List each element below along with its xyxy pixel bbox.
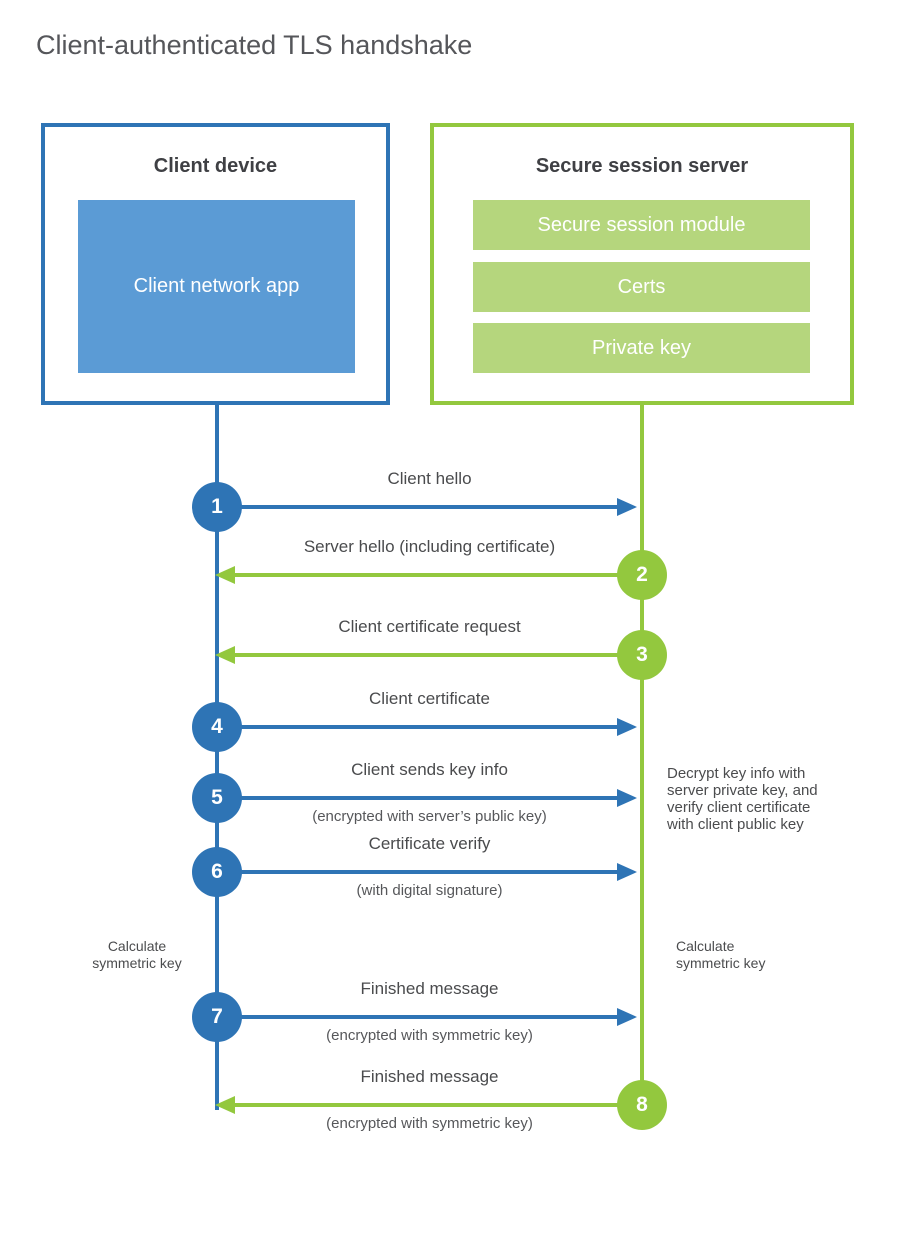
client-calculate-symmetric-key-note: Calculate symmetric key [92, 938, 182, 971]
client-device-box [41, 123, 390, 405]
message-row-8 [192, 1067, 667, 1132]
message-row-1 [192, 469, 667, 532]
message-2-arrow [235, 573, 642, 577]
server-module-certs: Certs [473, 262, 810, 312]
message-8-step-badge: 8 [617, 1080, 667, 1130]
message-8-sublabel: (encrypted with symmetric key) [326, 1115, 533, 1132]
message-5-sublabel: (encrypted with server’s public key) [312, 808, 547, 825]
message-1-step-badge: 1 [192, 482, 242, 532]
message-7-step-badge: 7 [192, 992, 242, 1042]
message-4-label: Client certificate [369, 689, 490, 708]
message-1-arrowhead-icon [617, 498, 637, 516]
client-network-app-label: Client network app [133, 275, 300, 297]
message-8-label: Finished message [360, 1067, 499, 1086]
message-8-arrowhead-icon [215, 1096, 235, 1114]
message-5-step-badge: 5 [192, 773, 242, 823]
message-row-4 [192, 689, 667, 752]
message-6-step-badge: 6 [192, 847, 242, 897]
client-network-app-box [78, 200, 355, 373]
message-6-arrowhead-icon [617, 863, 637, 881]
message-7-sublabel: (encrypted with symmetric key) [326, 1027, 533, 1044]
message-6-label: Certificate verify [368, 834, 491, 853]
message-3-arrowhead-icon [215, 646, 235, 664]
server-calculate-symmetric-key-note: Calculate symmetric key [676, 938, 766, 971]
message-2-step-badge: 2 [617, 550, 667, 600]
message-6-arrow [217, 870, 619, 874]
message-5-arrow [217, 796, 619, 800]
page-title: Client-authenticated TLS handshake [36, 30, 473, 60]
message-row-5 [192, 760, 667, 825]
message-3-label: Client certificate request [338, 617, 521, 636]
server-module-secure-session-module: Secure session module [473, 200, 810, 250]
message-row-3 [192, 617, 667, 680]
message-row-2 [192, 537, 667, 600]
message-4-arrowhead-icon [617, 718, 637, 736]
message-6-sublabel: (with digital signature) [356, 882, 503, 899]
secure-session-server-box [430, 123, 854, 405]
client-device-title: Client device [153, 155, 278, 177]
server-decrypt-note: Decrypt key info with server private key, and verify client certificate with client public key [667, 765, 818, 833]
message-7-label: Finished message [360, 979, 499, 998]
secure-session-server-title: Secure session server [535, 155, 749, 177]
server-module-private-key: Private key [473, 323, 810, 373]
message-1-label: Client hello [387, 469, 472, 488]
message-2-arrowhead-icon [215, 566, 235, 584]
message-3-arrow [235, 653, 642, 657]
message-4-step-badge: 4 [192, 702, 242, 752]
message-5-label: Client sends key info [351, 760, 508, 779]
message-1-arrow [217, 505, 619, 509]
message-row-7 [192, 979, 667, 1044]
message-4-arrow [217, 725, 619, 729]
message-row-6 [192, 834, 667, 899]
message-5-arrowhead-icon [617, 789, 637, 807]
message-8-arrow [235, 1103, 642, 1107]
message-7-arrowhead-icon [617, 1008, 637, 1026]
message-7-arrow [217, 1015, 619, 1019]
message-2-label: Server hello (including certificate) [303, 537, 556, 556]
message-3-step-badge: 3 [617, 630, 667, 680]
